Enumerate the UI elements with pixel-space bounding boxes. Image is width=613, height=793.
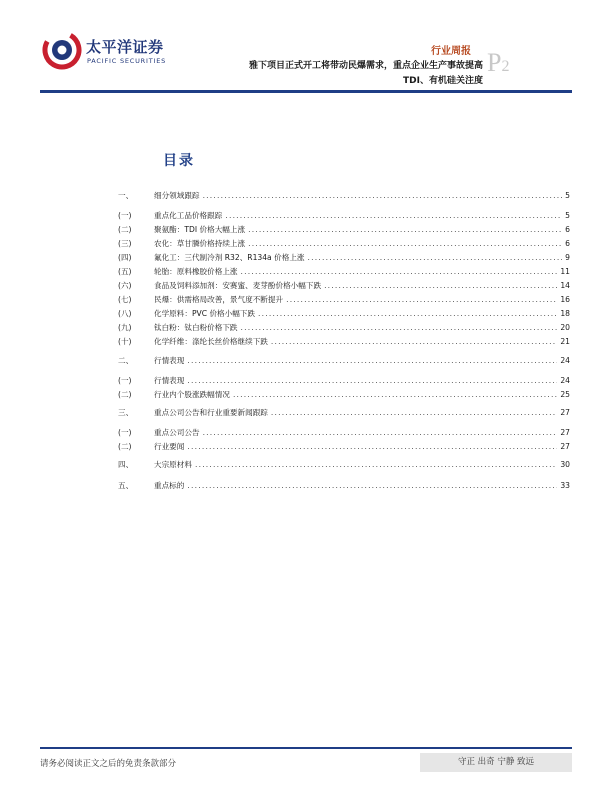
toc-item-label: 钛白粉：钛白粉价格下跌 <box>154 323 238 332</box>
toc-item[interactable] <box>118 375 570 389</box>
toc-leader-dots <box>248 225 562 234</box>
toc-item[interactable] <box>118 322 570 336</box>
toc-item-number: 三、 <box>118 408 134 417</box>
toc-item[interactable] <box>118 210 570 224</box>
toc-item-page: 33 <box>560 481 570 490</box>
toc-item[interactable] <box>118 308 570 322</box>
toc-item[interactable] <box>118 355 570 369</box>
toc-item-label: 聚氨酯：TDI 价格大幅上涨 <box>154 225 246 234</box>
toc-item-label: 重点公司公告 <box>154 428 200 437</box>
toc-leader-dots <box>203 428 558 437</box>
toc-item-number: (一) <box>118 428 132 437</box>
toc-item-label: 大宗原材料 <box>154 460 192 469</box>
toc-item-label: 行情表现 <box>154 356 185 365</box>
toc-item-label: 食品及饲料添加剂：安赛蜜、麦芽酚价格小幅下跌 <box>154 281 322 290</box>
toc-item[interactable] <box>118 224 570 238</box>
toc-item[interactable] <box>118 252 570 266</box>
toc-item-page: 21 <box>560 337 570 346</box>
toc-item[interactable] <box>118 190 570 204</box>
toc-item-page: 6 <box>565 239 570 248</box>
toc-heading: 目录 <box>163 153 195 169</box>
toc-item-page: 27 <box>560 408 570 417</box>
toc-item-page: 6 <box>565 225 570 234</box>
toc-item-number: 五、 <box>118 481 134 490</box>
toc-item-label: 重点标的 <box>154 481 185 490</box>
toc-leader-dots <box>271 337 557 346</box>
toc-leader-dots <box>241 323 558 332</box>
toc-leader-dots <box>203 191 563 200</box>
toc-leader-dots <box>248 239 562 248</box>
toc-item-label: 民爆：供需格局改善，景气度不断提升 <box>154 295 284 304</box>
toc-item-page: 30 <box>560 460 570 469</box>
toc-item[interactable] <box>118 441 570 455</box>
toc-leader-dots <box>187 481 557 490</box>
toc-item[interactable] <box>118 459 570 473</box>
toc-item-page: 9 <box>565 253 570 262</box>
toc-item[interactable] <box>118 238 570 252</box>
toc-item[interactable] <box>118 336 570 350</box>
toc-leader-dots <box>187 442 557 451</box>
toc-item-number: (四) <box>118 253 132 262</box>
toc-item-page: 11 <box>560 267 570 276</box>
toc-item-page: 14 <box>560 281 570 290</box>
footer-disclaimer: 请务必阅读正文之后的免责条款部分 <box>40 759 177 769</box>
page-number-value: 2 <box>501 58 510 75</box>
toc-item-page: 24 <box>560 356 570 365</box>
report-type-label: 行业周报 <box>431 46 471 57</box>
toc-leader-dots <box>187 376 557 385</box>
toc-leader-dots <box>286 295 557 304</box>
toc-item-label: 化学纤维：涤纶长丝价格继续下跌 <box>154 337 268 346</box>
toc-item[interactable] <box>118 407 570 421</box>
logo-mark-icon <box>42 30 82 70</box>
toc-item-label: 行业要闻 <box>154 442 185 451</box>
toc-item-number: (二) <box>118 225 132 234</box>
toc-leader-dots <box>258 309 557 318</box>
toc-item-page: 18 <box>560 309 570 318</box>
toc-leader-dots <box>187 356 557 365</box>
toc-item-page: 16 <box>560 295 570 304</box>
toc-leader-dots <box>308 253 563 262</box>
toc-item-number: 四、 <box>118 460 134 469</box>
toc-item-number: (二) <box>118 442 132 451</box>
header-divider <box>40 90 572 93</box>
toc-item-label: 氟化工：三代制冷剂 R32、R134a 价格上涨 <box>154 253 305 262</box>
toc-leader-dots <box>233 390 557 399</box>
toc-leader-dots <box>225 211 562 220</box>
toc-item-page: 5 <box>565 191 570 200</box>
toc-item-label: 化学原料：PVC 价格小幅下跌 <box>154 309 256 318</box>
toc-item[interactable] <box>118 280 570 294</box>
toc-item-number: (二) <box>118 390 132 399</box>
toc-item-number: (六) <box>118 281 132 290</box>
footer-divider <box>40 747 572 749</box>
toc-item-label: 轮胎：原料橡胶价格上涨 <box>154 267 238 276</box>
toc-item-label: 细分领域跟踪 <box>154 191 200 200</box>
toc-item-page: 20 <box>560 323 570 332</box>
toc-item-number: (九) <box>118 323 132 332</box>
logo-chinese-name: 太平洋证券 <box>86 38 164 56</box>
toc-item-number: (八) <box>118 309 132 318</box>
toc-item-number: (五) <box>118 267 132 276</box>
toc-item-number: (七) <box>118 295 132 304</box>
toc-item-number: (十) <box>118 337 132 346</box>
report-title-line2: TDI、有机硅关注度 <box>403 76 483 86</box>
toc-item[interactable] <box>118 427 570 441</box>
toc-item-label: 行业内个股涨跌幅情况 <box>154 390 230 399</box>
toc-item[interactable] <box>118 266 570 280</box>
toc-item-label: 行情表现 <box>154 376 185 385</box>
toc-item-number: 一、 <box>118 191 134 200</box>
toc-item-label: 重点公司公告和行业重要新闻跟踪 <box>154 408 268 417</box>
report-title-line1: 雅下项目正式开工将带动民爆需求，重点企业生产事故提高 <box>248 61 483 71</box>
toc-leader-dots <box>195 460 557 469</box>
toc-item-page: 5 <box>565 211 570 220</box>
toc-item[interactable] <box>118 480 570 494</box>
company-logo <box>42 30 182 80</box>
toc-item[interactable] <box>118 389 570 403</box>
toc-leader-dots <box>324 281 557 290</box>
footer-motto: 守正 出奇 宁静 致远 <box>420 753 572 772</box>
toc-item-page: 27 <box>560 428 570 437</box>
toc-item-label: 重点化工品价格跟踪 <box>154 211 223 220</box>
page-prefix: P <box>487 48 502 77</box>
toc-item-number: 二、 <box>118 356 134 365</box>
toc-leader-dots <box>271 408 557 417</box>
toc-item-number: (一) <box>118 211 132 220</box>
toc-item-page: 24 <box>560 376 570 385</box>
toc-item-label: 农化：草甘膦价格持续上涨 <box>154 239 246 248</box>
toc-item-number: (一) <box>118 376 132 385</box>
toc-item-page: 27 <box>560 442 570 451</box>
toc-item-page: 25 <box>560 390 570 399</box>
toc-item-number: (三) <box>118 239 132 248</box>
toc-item[interactable] <box>118 294 570 308</box>
toc-leader-dots <box>241 267 558 276</box>
logo-english-name: PACIFIC SECURITIES <box>87 57 167 65</box>
page-number <box>487 48 509 78</box>
